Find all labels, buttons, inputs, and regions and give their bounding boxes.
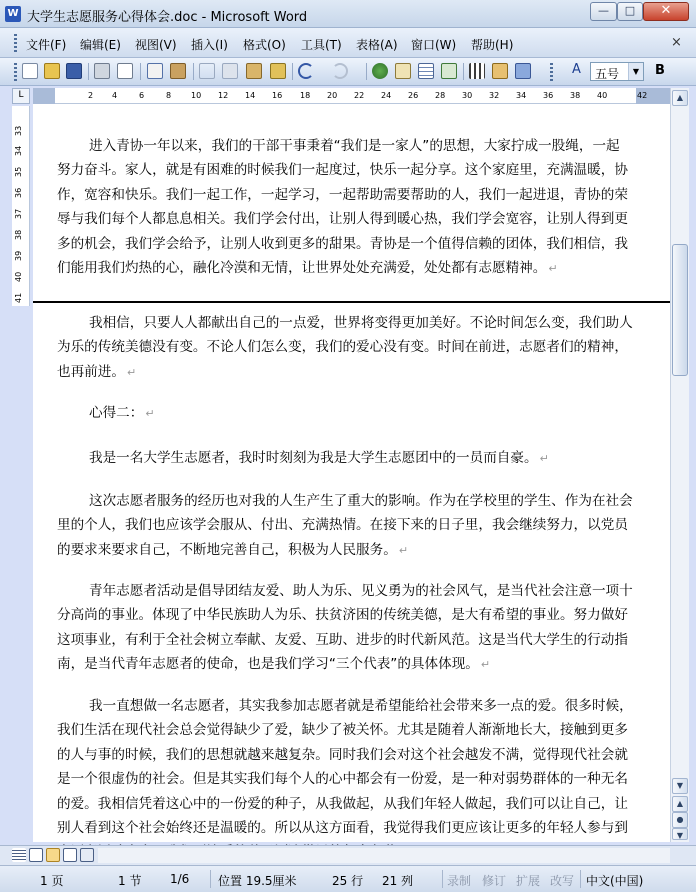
- status-page: 1 页: [40, 874, 64, 888]
- font-size-value: 五号: [595, 67, 620, 81]
- columns-icon[interactable]: [469, 63, 485, 79]
- paragraph-mark-icon: ↵: [548, 262, 558, 276]
- ruler-number: 38: [570, 91, 581, 100]
- menu-format[interactable]: 格式(O): [243, 38, 286, 52]
- format-painter-icon[interactable]: [270, 63, 286, 79]
- ruler-number: 40: [597, 91, 608, 100]
- status-record[interactable]: 录制: [447, 874, 472, 888]
- paragraph-mark-icon: ↵: [126, 365, 137, 379]
- paragraph-mark-icon: ↵: [480, 658, 491, 672]
- status-overtype[interactable]: 改写: [550, 874, 575, 888]
- menu-view[interactable]: 视图(V): [135, 38, 177, 52]
- redo-icon[interactable]: [332, 63, 348, 79]
- insert-excel-icon[interactable]: [441, 63, 457, 79]
- status-line: 25 行: [332, 874, 364, 888]
- ruler-number: 37: [14, 208, 23, 219]
- status-extend[interactable]: 扩展: [516, 874, 541, 888]
- document-page[interactable]: [33, 104, 670, 842]
- ruler-number: 16: [272, 91, 283, 100]
- menu-tools[interactable]: 工具(T): [301, 38, 342, 52]
- menu-bar: [0, 28, 696, 58]
- paragraph: 青年志愿者活动是倡导团结友爱、助人为乐、见义勇为的社会风气，是当代社会注意一项十分高尚的事业。体现了中华民族助人为乐、扶贫济困的传统美德，是大有希望的事业。努力做好这项事业，有利于全社会树立奉献、友爱、互助、进步的时代新风范。这是当代大学生的行动指南，是当代青年志愿者的使命，也是我们学习“三个代表”的具体体现。 ↵: [57, 583, 633, 673]
- window-title: 大学生志愿服务心得体会.doc - Microsoft Word: [27, 10, 308, 25]
- drawing-icon[interactable]: [492, 63, 508, 79]
- paragraph-mark-icon: ↵: [145, 407, 155, 420]
- insert-table-icon[interactable]: [418, 63, 434, 79]
- status-track-changes[interactable]: 修订: [482, 874, 507, 888]
- font-size-select[interactable]: [590, 62, 644, 81]
- next-page-icon[interactable]: ▼: [672, 828, 688, 840]
- bold-button[interactable]: B: [655, 63, 665, 78]
- menu-file[interactable]: 文件(F): [26, 38, 67, 52]
- scroll-down-icon[interactable]: ▼: [672, 778, 688, 794]
- ruler-number: 24: [381, 91, 392, 100]
- web-layout-view-icon[interactable]: [29, 848, 43, 862]
- paragraph-mark-icon: ↵: [539, 452, 549, 465]
- toolbar-grip-handle[interactable]: [14, 63, 17, 81]
- close-document-icon[interactable]: ×: [671, 35, 682, 50]
- vertical-scrollbar[interactable]: [670, 88, 689, 842]
- print-preview-icon[interactable]: [117, 63, 133, 79]
- ruler-number: 2: [88, 91, 94, 100]
- close-button[interactable]: ✕: [643, 2, 689, 21]
- ruler-number: 18: [300, 91, 311, 100]
- font-color-icon[interactable]: A: [572, 62, 581, 77]
- undo-icon[interactable]: [298, 63, 314, 79]
- ruler-number: 32: [489, 91, 500, 100]
- ruler-number: 22: [354, 91, 365, 100]
- minimize-button[interactable]: —: [590, 2, 617, 21]
- ruler-number: 8: [166, 91, 172, 100]
- scrollbar-thumb[interactable]: [672, 244, 688, 376]
- paragraph: 这次志愿者服务的经历也对我的人生产生了重大的影响。作为在学校里的学生、作为在社会里的个人，我们也应该学会服从、付出、充满热情。在接下来的日子里，我会继续努力，以党员的要求来要求自己，不断地完善自己，积极为人民服务。 ↵: [57, 493, 633, 558]
- paste-icon[interactable]: [246, 63, 262, 79]
- save-icon[interactable]: [66, 63, 82, 79]
- paragraph: 我是一名大学生志愿者，我时时刻刻为我是大学生志愿团中的一员而自豪。 ↵: [89, 450, 549, 466]
- ruler-number: 4: [112, 91, 118, 100]
- paragraph: 进入青协一年以来，我们的干部干事秉着“我们是一家人”的思想，大家拧成一股绳，一起努力奋斗。家人，就是有困难的时候我们一起度过，快乐一起分享。这个家庭里，充满温暖，协作，宽容和快乐。我们一起工作，一起学习，一起帮助需要帮助的人，我们一起进退，青协的荣辱与我们每个人都息息相关。我们学会付出，让别人得到暖心热，我们学会宽容，让别人得到更多的机会，我们学会给予，让别人收到更多的甜果。青协是一个值得信赖的团体，我们相信，我们能用我们灼热的心，融化冷漠和无情，让世界处处充满爱，处处都有志愿精神。 ↵: [57, 138, 628, 277]
- ruler-number: 34: [516, 91, 527, 100]
- open-folder-icon[interactable]: [44, 63, 60, 79]
- spelling-icon[interactable]: [147, 63, 163, 79]
- menu-help[interactable]: 帮助(H): [471, 38, 514, 52]
- ruler-number: 6: [139, 91, 145, 100]
- paragraph: 心得二： ↵: [89, 405, 155, 421]
- ruler-number: 20: [327, 91, 338, 100]
- ruler-number: 38: [14, 229, 23, 240]
- status-position: 位置 19.5厘米: [218, 874, 297, 888]
- ruler-number: 33: [14, 125, 23, 136]
- ruler-number: 10: [191, 91, 202, 100]
- vertical-ruler[interactable]: [12, 106, 30, 306]
- status-section: 1 节: [118, 874, 142, 888]
- status-column: 21 列: [382, 874, 414, 888]
- paragraph-mark-icon: ↵: [398, 543, 409, 557]
- scroll-up-icon[interactable]: ▲: [672, 90, 688, 106]
- reading-layout-view-icon[interactable]: [80, 848, 94, 862]
- view-bar: [0, 845, 696, 865]
- menu-table[interactable]: 表格(A): [356, 38, 398, 52]
- page-break-line: [33, 301, 670, 303]
- ruler-number: 42: [637, 91, 648, 100]
- outline-view-icon[interactable]: [63, 848, 77, 862]
- ruler-number: 36: [14, 187, 23, 198]
- ruler-number: 40: [14, 271, 23, 282]
- new-document-icon[interactable]: [22, 63, 38, 79]
- ruler-number: 30: [462, 91, 473, 100]
- chevron-down-icon[interactable]: ▼: [628, 63, 643, 80]
- status-language[interactable]: 中文(中国): [586, 874, 644, 888]
- ruler-number: 36: [543, 91, 554, 100]
- menu-grip-handle[interactable]: [14, 34, 17, 52]
- ruler-number: 35: [14, 166, 23, 177]
- ruler-number: 34: [14, 145, 23, 156]
- previous-page-icon[interactable]: ▲: [672, 796, 688, 812]
- horizontal-scrollbar[interactable]: [98, 848, 670, 863]
- status-bar: [0, 865, 696, 892]
- normal-view-icon[interactable]: [12, 848, 26, 862]
- menu-edit[interactable]: 编辑(E): [80, 38, 121, 52]
- select-browse-object-icon[interactable]: ●: [672, 812, 688, 828]
- print-layout-view-icon[interactable]: [46, 848, 60, 862]
- ruler-number: 12: [218, 91, 229, 100]
- standard-toolbar: [0, 58, 696, 86]
- ruler-number: 14: [245, 91, 256, 100]
- ruler-number: 26: [408, 91, 419, 100]
- tab-selector-icon[interactable]: L: [12, 88, 30, 104]
- print-icon[interactable]: [94, 63, 110, 79]
- tables-borders-icon[interactable]: [395, 63, 411, 79]
- status-page-of: 1/6: [170, 872, 190, 886]
- ruler-number: 41: [14, 292, 23, 303]
- copy-icon[interactable]: [222, 63, 238, 79]
- research-icon[interactable]: [170, 63, 186, 79]
- ruler-number: 39: [14, 250, 23, 261]
- horizontal-ruler[interactable]: [33, 88, 670, 104]
- paragraph: 我相信，只要人人都献出自己的一点爱，世界将变得更加美好。不论时间怎么变，我们助人为乐的传统美德没有变。不论人们怎么变，我们的爱心没有变。时间在前进，志愿者们的精神，也再前进。 ↵: [57, 315, 633, 380]
- cut-icon[interactable]: [199, 63, 215, 79]
- paragraph: 我一直想做一名志愿者，其实我参加志愿者就是希望能给社会带来多一点的爱。很多时候，我们生活在现代社会总会觉得缺少了爱，缺少了被关怀。尤其是随着人渐渐地长大，接触到更多的人与事的时候，我们的思想就越来越复杂。同时我们会对这个社会越发不满，觉得现代社会就是一个很虚伪的社会。但是其实我们每个人的心中都会有一份爱，是一种对弱势群体的一种无名的爱。我相信凭着这心中的一份爱的种子，从我做起，从我们年轻人做起，我们可以让自己，让别人看到这个社会始终还是温暖的。所以从这方面看，我觉得我们更应该让更多的年轻人参与到: [57, 694, 633, 866]
- ruler-number: 28: [435, 91, 446, 100]
- menu-window[interactable]: 窗口(W): [411, 38, 457, 52]
- menu-insert[interactable]: 插入(I): [191, 38, 228, 52]
- word-app-icon: W: [5, 6, 21, 22]
- hyperlink-icon[interactable]: [372, 63, 388, 79]
- maximize-button[interactable]: □: [617, 2, 643, 21]
- document-map-icon[interactable]: [515, 63, 531, 79]
- toolbar-grip-handle-2[interactable]: [550, 63, 553, 81]
- title-bar: [0, 0, 696, 28]
